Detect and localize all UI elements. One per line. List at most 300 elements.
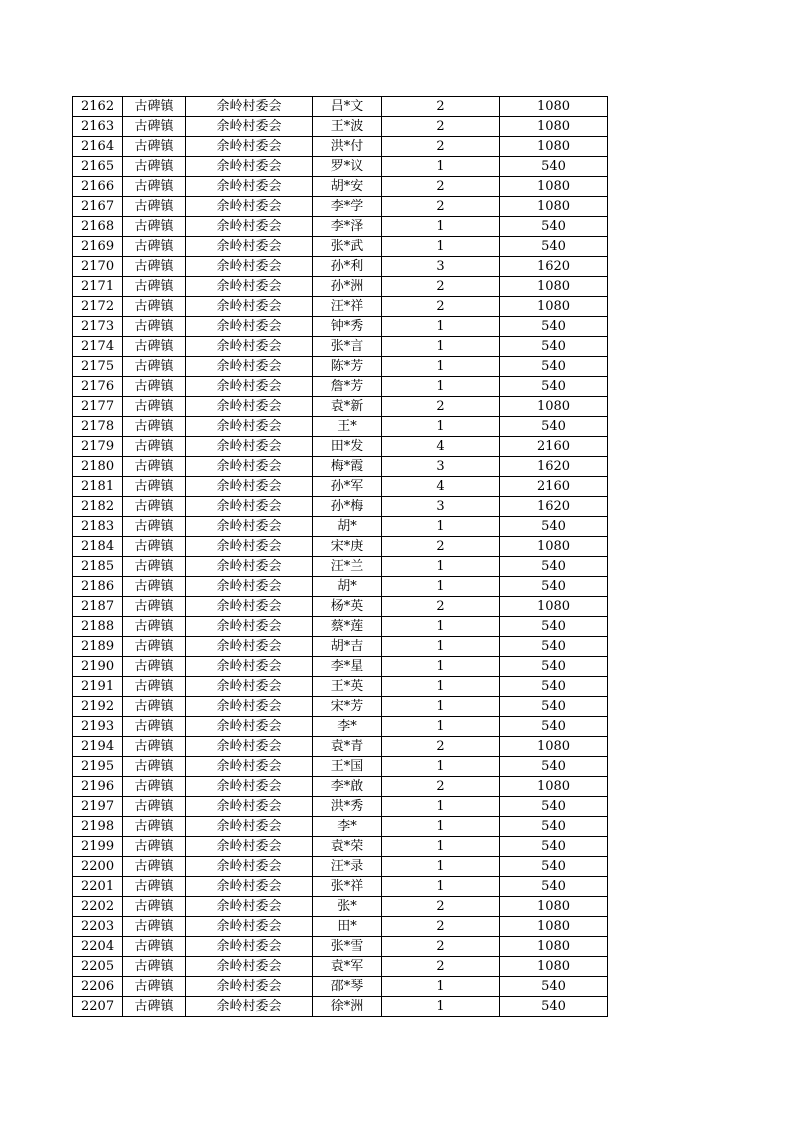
town-cell: 古碑镇 [123, 957, 186, 977]
village-cell: 余岭村委会 [186, 697, 313, 717]
row-number-cell: 2199 [73, 837, 123, 857]
town-cell: 古碑镇 [123, 137, 186, 157]
village-cell: 余岭村委会 [186, 717, 313, 737]
amount-cell: 540 [500, 877, 608, 897]
town-cell: 古碑镇 [123, 977, 186, 997]
count-cell: 1 [382, 577, 500, 597]
count-cell: 4 [382, 477, 500, 497]
name-cell: 梅*霞 [313, 457, 382, 477]
amount-cell: 1620 [500, 257, 608, 277]
town-cell: 古碑镇 [123, 697, 186, 717]
count-cell: 1 [382, 677, 500, 697]
count-cell: 1 [382, 617, 500, 637]
count-cell: 1 [382, 817, 500, 837]
table-row [73, 837, 608, 857]
town-cell: 古碑镇 [123, 277, 186, 297]
count-cell: 1 [382, 337, 500, 357]
table-row [73, 997, 608, 1017]
village-cell: 余岭村委会 [186, 197, 313, 217]
amount-cell: 540 [500, 237, 608, 257]
table-row [73, 97, 608, 117]
town-cell: 古碑镇 [123, 677, 186, 697]
name-cell: 洪*付 [313, 137, 382, 157]
amount-cell: 540 [500, 857, 608, 877]
count-cell: 1 [382, 417, 500, 437]
name-cell: 袁*军 [313, 957, 382, 977]
row-number-cell: 2195 [73, 757, 123, 777]
village-cell: 余岭村委会 [186, 117, 313, 137]
town-cell: 古碑镇 [123, 357, 186, 377]
name-cell: 李*学 [313, 197, 382, 217]
village-cell: 余岭村委会 [186, 657, 313, 677]
records-table-body [73, 97, 608, 1017]
town-cell: 古碑镇 [123, 377, 186, 397]
count-cell: 1 [382, 757, 500, 777]
row-number-cell: 2177 [73, 397, 123, 417]
village-cell: 余岭村委会 [186, 997, 313, 1017]
count-cell: 2 [382, 137, 500, 157]
town-cell: 古碑镇 [123, 777, 186, 797]
row-number-cell: 2207 [73, 997, 123, 1017]
village-cell: 余岭村委会 [186, 797, 313, 817]
row-number-cell: 2191 [73, 677, 123, 697]
name-cell: 田*发 [313, 437, 382, 457]
name-cell: 张*祥 [313, 877, 382, 897]
table-row [73, 337, 608, 357]
count-cell: 1 [382, 377, 500, 397]
name-cell: 罗*议 [313, 157, 382, 177]
table-row [73, 637, 608, 657]
row-number-cell: 2185 [73, 557, 123, 577]
row-number-cell: 2179 [73, 437, 123, 457]
row-number-cell: 2198 [73, 817, 123, 837]
village-cell: 余岭村委会 [186, 157, 313, 177]
town-cell: 古碑镇 [123, 857, 186, 877]
amount-cell: 1620 [500, 457, 608, 477]
table-row [73, 757, 608, 777]
name-cell: 孙*梅 [313, 497, 382, 517]
table-row [73, 777, 608, 797]
town-cell: 古碑镇 [123, 437, 186, 457]
records-table [72, 96, 608, 1017]
amount-cell: 1080 [500, 897, 608, 917]
amount-cell: 1080 [500, 917, 608, 937]
row-number-cell: 2167 [73, 197, 123, 217]
amount-cell: 2160 [500, 437, 608, 457]
row-number-cell: 2173 [73, 317, 123, 337]
table-row [73, 657, 608, 677]
village-cell: 余岭村委会 [186, 737, 313, 757]
town-cell: 古碑镇 [123, 997, 186, 1017]
table-row [73, 237, 608, 257]
row-number-cell: 2187 [73, 597, 123, 617]
amount-cell: 1080 [500, 597, 608, 617]
village-cell: 余岭村委会 [186, 817, 313, 837]
village-cell: 余岭村委会 [186, 537, 313, 557]
name-cell: 张*武 [313, 237, 382, 257]
village-cell: 余岭村委会 [186, 217, 313, 237]
name-cell: 王*波 [313, 117, 382, 137]
row-number-cell: 2192 [73, 697, 123, 717]
town-cell: 古碑镇 [123, 217, 186, 237]
row-number-cell: 2169 [73, 237, 123, 257]
row-number-cell: 2201 [73, 877, 123, 897]
town-cell: 古碑镇 [123, 257, 186, 277]
count-cell: 2 [382, 537, 500, 557]
town-cell: 古碑镇 [123, 617, 186, 637]
village-cell: 余岭村委会 [186, 877, 313, 897]
town-cell: 古碑镇 [123, 937, 186, 957]
name-cell: 李*星 [313, 657, 382, 677]
amount-cell: 540 [500, 837, 608, 857]
name-cell: 李* [313, 717, 382, 737]
row-number-cell: 2176 [73, 377, 123, 397]
name-cell: 张*言 [313, 337, 382, 357]
town-cell: 古碑镇 [123, 197, 186, 217]
row-number-cell: 2186 [73, 577, 123, 597]
amount-cell: 1080 [500, 137, 608, 157]
count-cell: 4 [382, 437, 500, 457]
village-cell: 余岭村委会 [186, 597, 313, 617]
amount-cell: 540 [500, 637, 608, 657]
town-cell: 古碑镇 [123, 157, 186, 177]
table-row [73, 257, 608, 277]
table-row [73, 817, 608, 837]
row-number-cell: 2180 [73, 457, 123, 477]
name-cell: 陈*芳 [313, 357, 382, 377]
name-cell: 张*雪 [313, 937, 382, 957]
name-cell: 宋*芳 [313, 697, 382, 717]
row-number-cell: 2163 [73, 117, 123, 137]
count-cell: 2 [382, 737, 500, 757]
name-cell: 田* [313, 917, 382, 937]
count-cell: 1 [382, 697, 500, 717]
count-cell: 1 [382, 357, 500, 377]
row-number-cell: 2171 [73, 277, 123, 297]
count-cell: 2 [382, 97, 500, 117]
town-cell: 古碑镇 [123, 537, 186, 557]
town-cell: 古碑镇 [123, 817, 186, 837]
row-number-cell: 2190 [73, 657, 123, 677]
amount-cell: 540 [500, 997, 608, 1017]
row-number-cell: 2188 [73, 617, 123, 637]
amount-cell: 1080 [500, 777, 608, 797]
name-cell: 孙*利 [313, 257, 382, 277]
amount-cell: 540 [500, 757, 608, 777]
amount-cell: 1080 [500, 177, 608, 197]
table-row [73, 977, 608, 997]
town-cell: 古碑镇 [123, 497, 186, 517]
table-row [73, 137, 608, 157]
table-row [73, 157, 608, 177]
village-cell: 余岭村委会 [186, 637, 313, 657]
table-row [73, 357, 608, 377]
count-cell: 1 [382, 217, 500, 237]
town-cell: 古碑镇 [123, 637, 186, 657]
name-cell: 袁*青 [313, 737, 382, 757]
table-row [73, 957, 608, 977]
row-number-cell: 2203 [73, 917, 123, 937]
table-row [73, 577, 608, 597]
row-number-cell: 2202 [73, 897, 123, 917]
name-cell: 汪*祥 [313, 297, 382, 317]
count-cell: 1 [382, 797, 500, 817]
village-cell: 余岭村委会 [186, 577, 313, 597]
count-cell: 1 [382, 837, 500, 857]
amount-cell: 540 [500, 577, 608, 597]
amount-cell: 540 [500, 417, 608, 437]
count-cell: 1 [382, 997, 500, 1017]
table-row [73, 857, 608, 877]
row-number-cell: 2170 [73, 257, 123, 277]
row-number-cell: 2194 [73, 737, 123, 757]
name-cell: 胡*安 [313, 177, 382, 197]
village-cell: 余岭村委会 [186, 297, 313, 317]
count-cell: 2 [382, 897, 500, 917]
table-row [73, 457, 608, 477]
table-row [73, 217, 608, 237]
row-number-cell: 2175 [73, 357, 123, 377]
row-number-cell: 2172 [73, 297, 123, 317]
amount-cell: 540 [500, 717, 608, 737]
count-cell: 2 [382, 177, 500, 197]
name-cell: 李*啟 [313, 777, 382, 797]
name-cell: 李*泽 [313, 217, 382, 237]
village-cell: 余岭村委会 [186, 917, 313, 937]
count-cell: 1 [382, 717, 500, 737]
town-cell: 古碑镇 [123, 117, 186, 137]
name-cell: 汪*兰 [313, 557, 382, 577]
name-cell: 洪*秀 [313, 797, 382, 817]
name-cell: 张* [313, 897, 382, 917]
table-row [73, 177, 608, 197]
village-cell: 余岭村委会 [186, 857, 313, 877]
town-cell: 古碑镇 [123, 177, 186, 197]
row-number-cell: 2200 [73, 857, 123, 877]
count-cell: 2 [382, 117, 500, 137]
table-row [73, 797, 608, 817]
amount-cell: 2160 [500, 477, 608, 497]
amount-cell: 1080 [500, 197, 608, 217]
row-number-cell: 2189 [73, 637, 123, 657]
count-cell: 1 [382, 237, 500, 257]
count-cell: 3 [382, 257, 500, 277]
row-number-cell: 2204 [73, 937, 123, 957]
village-cell: 余岭村委会 [186, 977, 313, 997]
amount-cell: 1080 [500, 97, 608, 117]
row-number-cell: 2196 [73, 777, 123, 797]
count-cell: 2 [382, 597, 500, 617]
amount-cell: 540 [500, 377, 608, 397]
table-row [73, 417, 608, 437]
table-row [73, 197, 608, 217]
row-number-cell: 2206 [73, 977, 123, 997]
village-cell: 余岭村委会 [186, 897, 313, 917]
table-row [73, 277, 608, 297]
village-cell: 余岭村委会 [186, 757, 313, 777]
name-cell: 王*英 [313, 677, 382, 697]
table-row [73, 437, 608, 457]
amount-cell: 540 [500, 157, 608, 177]
count-cell: 3 [382, 497, 500, 517]
town-cell: 古碑镇 [123, 457, 186, 477]
count-cell: 1 [382, 517, 500, 537]
count-cell: 1 [382, 877, 500, 897]
amount-cell: 540 [500, 817, 608, 837]
table-row [73, 397, 608, 417]
village-cell: 余岭村委会 [186, 617, 313, 637]
row-number-cell: 2162 [73, 97, 123, 117]
table-row [73, 597, 608, 617]
name-cell: 王* [313, 417, 382, 437]
amount-cell: 540 [500, 797, 608, 817]
village-cell: 余岭村委会 [186, 177, 313, 197]
row-number-cell: 2166 [73, 177, 123, 197]
village-cell: 余岭村委会 [186, 957, 313, 977]
table-row [73, 737, 608, 757]
town-cell: 古碑镇 [123, 557, 186, 577]
name-cell: 王*国 [313, 757, 382, 777]
town-cell: 古碑镇 [123, 917, 186, 937]
count-cell: 1 [382, 637, 500, 657]
count-cell: 1 [382, 977, 500, 997]
village-cell: 余岭村委会 [186, 557, 313, 577]
name-cell: 袁*新 [313, 397, 382, 417]
town-cell: 古碑镇 [123, 577, 186, 597]
amount-cell: 1080 [500, 277, 608, 297]
name-cell: 邵*琴 [313, 977, 382, 997]
town-cell: 古碑镇 [123, 657, 186, 677]
table-row [73, 477, 608, 497]
row-number-cell: 2174 [73, 337, 123, 357]
amount-cell: 540 [500, 517, 608, 537]
count-cell: 2 [382, 397, 500, 417]
table-row [73, 297, 608, 317]
town-cell: 古碑镇 [123, 97, 186, 117]
village-cell: 余岭村委会 [186, 437, 313, 457]
amount-cell: 1080 [500, 297, 608, 317]
amount-cell: 540 [500, 317, 608, 337]
name-cell: 钟*秀 [313, 317, 382, 337]
amount-cell: 540 [500, 677, 608, 697]
row-number-cell: 2168 [73, 217, 123, 237]
town-cell: 古碑镇 [123, 737, 186, 757]
row-number-cell: 2181 [73, 477, 123, 497]
village-cell: 余岭村委会 [186, 337, 313, 357]
village-cell: 余岭村委会 [186, 417, 313, 437]
count-cell: 1 [382, 557, 500, 577]
table-row [73, 677, 608, 697]
village-cell: 余岭村委会 [186, 357, 313, 377]
village-cell: 余岭村委会 [186, 397, 313, 417]
town-cell: 古碑镇 [123, 397, 186, 417]
table-row [73, 877, 608, 897]
amount-cell: 540 [500, 217, 608, 237]
table-row [73, 117, 608, 137]
town-cell: 古碑镇 [123, 237, 186, 257]
row-number-cell: 2164 [73, 137, 123, 157]
table-row [73, 937, 608, 957]
count-cell: 2 [382, 777, 500, 797]
village-cell: 余岭村委会 [186, 937, 313, 957]
count-cell: 1 [382, 317, 500, 337]
village-cell: 余岭村委会 [186, 477, 313, 497]
table-row [73, 377, 608, 397]
amount-cell: 1080 [500, 537, 608, 557]
count-cell: 2 [382, 197, 500, 217]
village-cell: 余岭村委会 [186, 137, 313, 157]
table-row [73, 617, 608, 637]
town-cell: 古碑镇 [123, 417, 186, 437]
name-cell: 徐*洲 [313, 997, 382, 1017]
row-number-cell: 2183 [73, 517, 123, 537]
row-number-cell: 2197 [73, 797, 123, 817]
amount-cell: 1080 [500, 737, 608, 757]
count-cell: 1 [382, 157, 500, 177]
village-cell: 余岭村委会 [186, 457, 313, 477]
name-cell: 孙*洲 [313, 277, 382, 297]
name-cell: 吕*文 [313, 97, 382, 117]
name-cell: 胡* [313, 517, 382, 537]
name-cell: 胡*吉 [313, 637, 382, 657]
count-cell: 2 [382, 277, 500, 297]
village-cell: 余岭村委会 [186, 497, 313, 517]
name-cell: 孙*军 [313, 477, 382, 497]
town-cell: 古碑镇 [123, 897, 186, 917]
table-row [73, 897, 608, 917]
village-cell: 余岭村委会 [186, 257, 313, 277]
count-cell: 1 [382, 857, 500, 877]
town-cell: 古碑镇 [123, 837, 186, 857]
town-cell: 古碑镇 [123, 797, 186, 817]
row-number-cell: 2182 [73, 497, 123, 517]
village-cell: 余岭村委会 [186, 517, 313, 537]
amount-cell: 1080 [500, 397, 608, 417]
row-number-cell: 2165 [73, 157, 123, 177]
row-number-cell: 2205 [73, 957, 123, 977]
amount-cell: 540 [500, 337, 608, 357]
village-cell: 余岭村委会 [186, 777, 313, 797]
count-cell: 2 [382, 297, 500, 317]
town-cell: 古碑镇 [123, 757, 186, 777]
row-number-cell: 2178 [73, 417, 123, 437]
table-row [73, 697, 608, 717]
name-cell: 蔡*莲 [313, 617, 382, 637]
name-cell: 詹*芳 [313, 377, 382, 397]
town-cell: 古碑镇 [123, 477, 186, 497]
amount-cell: 1080 [500, 937, 608, 957]
village-cell: 余岭村委会 [186, 97, 313, 117]
town-cell: 古碑镇 [123, 297, 186, 317]
name-cell: 杨*英 [313, 597, 382, 617]
village-cell: 余岭村委会 [186, 377, 313, 397]
amount-cell: 540 [500, 357, 608, 377]
count-cell: 3 [382, 457, 500, 477]
town-cell: 古碑镇 [123, 317, 186, 337]
table-row [73, 317, 608, 337]
town-cell: 古碑镇 [123, 877, 186, 897]
table-row [73, 537, 608, 557]
town-cell: 古碑镇 [123, 337, 186, 357]
amount-cell: 1080 [500, 957, 608, 977]
name-cell: 李* [313, 817, 382, 837]
village-cell: 余岭村委会 [186, 837, 313, 857]
count-cell: 2 [382, 917, 500, 937]
village-cell: 余岭村委会 [186, 317, 313, 337]
amount-cell: 1080 [500, 117, 608, 137]
amount-cell: 540 [500, 697, 608, 717]
table-row [73, 717, 608, 737]
